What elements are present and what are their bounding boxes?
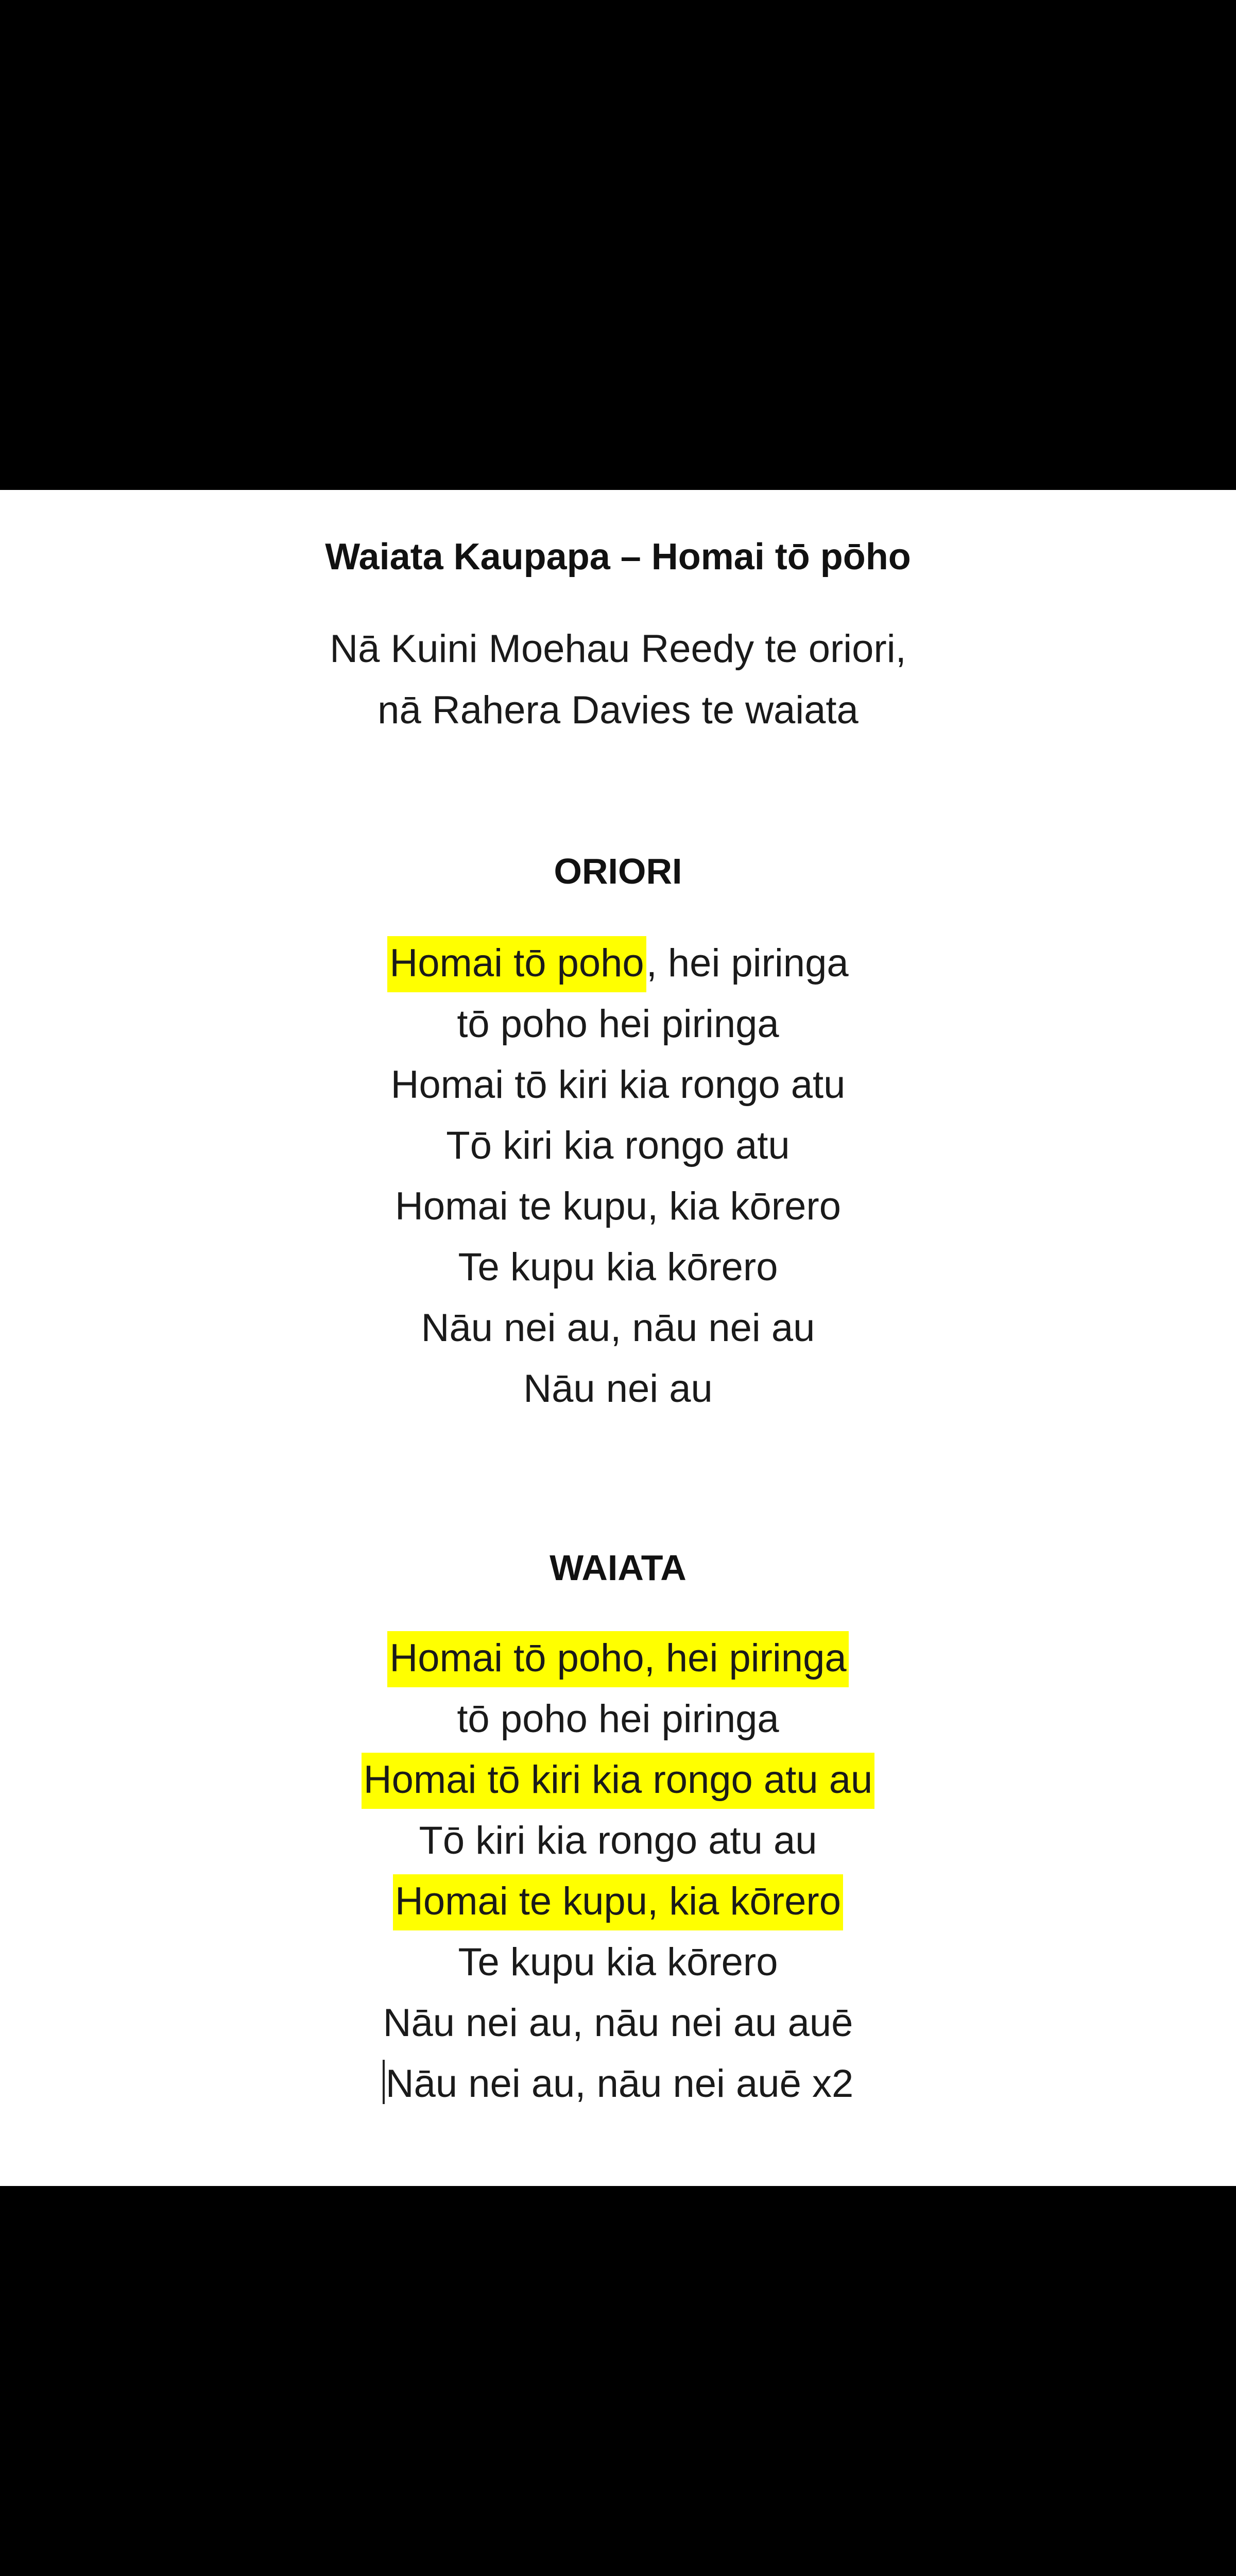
- credit-line: nā Rahera Davies te waiata: [377, 688, 859, 732]
- lyric-line: [0, 1871, 1236, 1932]
- lyric-line: Te kupu kia kōrero: [458, 1245, 778, 1289]
- lyric-line: Tō kiri kia rongo atu au: [419, 1819, 817, 1862]
- credit-line: Nā Kuini Moehau Reedy te oriori,: [330, 627, 906, 671]
- lyric-line: [0, 1628, 1236, 1689]
- lyric-line: Tō kiri kia rongo atu: [446, 1124, 790, 1167]
- document-title: Waiata Kaupapa – Homai tō pōho: [325, 536, 911, 578]
- lyric-line: Nāu nei au, nāu nei au auē: [383, 2001, 853, 2045]
- highlighted-text: Homai tō poho, hei piringa: [387, 1631, 848, 1687]
- lyric-line: [0, 933, 1236, 994]
- lyric-text: Nāu nei au, nāu nei auē x2: [385, 2062, 854, 2106]
- lyric-line: [0, 1750, 1236, 1810]
- document-page: [0, 490, 1236, 2186]
- section-heading-oriori: ORIORI: [554, 851, 682, 891]
- lyric-line: Nāu nei au, nāu nei au: [421, 1306, 815, 1350]
- text-cursor: [383, 2060, 385, 2104]
- lyric-line: tō poho hei piringa: [457, 1002, 779, 1046]
- lyric-line: Nāu nei au: [523, 1367, 713, 1411]
- highlighted-text: Homai tō poho: [387, 936, 646, 992]
- lyric-text: , hei piringa: [646, 941, 849, 985]
- highlighted-text: Homai tō kiri kia rongo atu au: [362, 1753, 874, 1809]
- lyric-line: Te kupu kia kōrero: [458, 1940, 778, 1984]
- highlighted-text: Homai te kupu, kia kōrero: [393, 1874, 843, 1930]
- lyric-line: Homai tō kiri kia rongo atu: [390, 1063, 846, 1107]
- top-black-bar: [0, 0, 1236, 490]
- lyric-line: tō poho hei piringa: [457, 1697, 779, 1741]
- lyric-line[interactable]: [0, 2054, 1236, 2114]
- section-heading-waiata: WAIATA: [550, 1548, 686, 1588]
- lyric-line: Homai te kupu, kia kōrero: [395, 1184, 841, 1228]
